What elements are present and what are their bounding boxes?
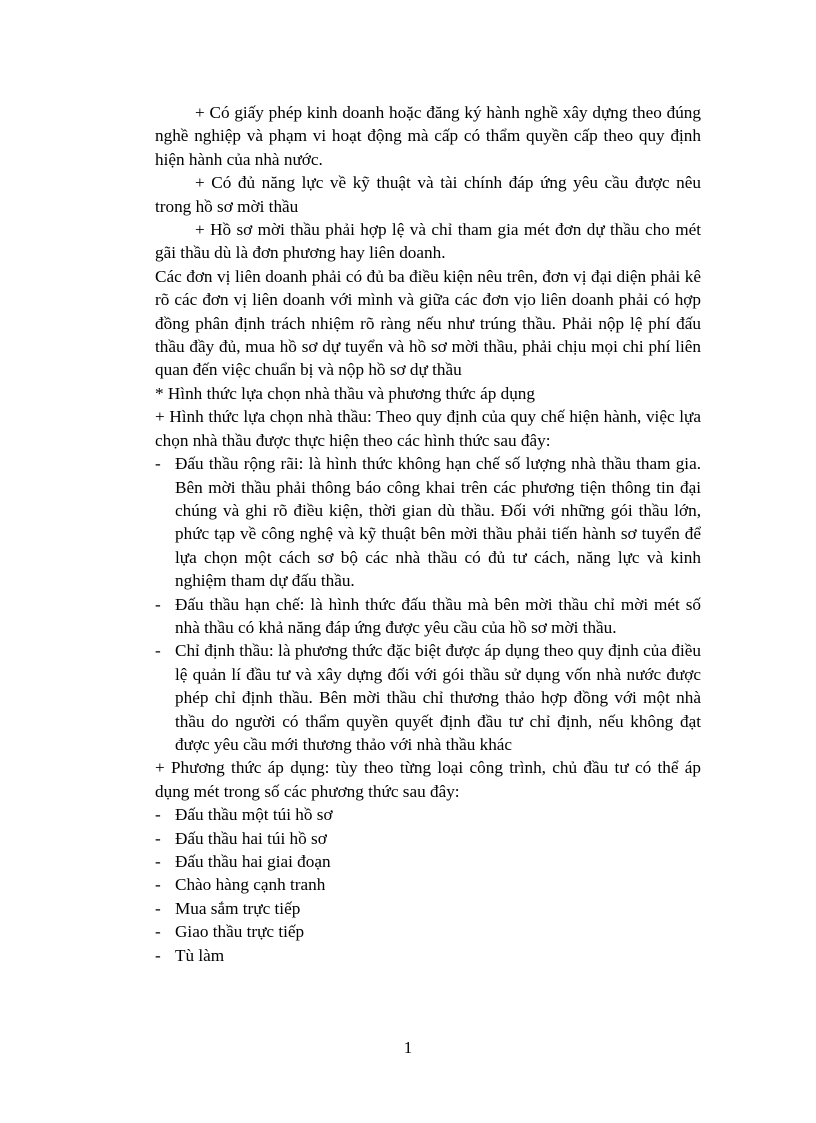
list-item [155,827,701,850]
list-item [155,897,701,920]
paragraph-joint-venture: Các đơn vị liên doanh phải có đủ ba điều kiện nêu trên, đơn vị đại diện phải kê rõ các đơn vị liên doanh với mình và giữa các đơn vịo liên doanh phải có hợp đồng phân định trách nhiệm rõ ràng nếu như trúng thầu. Phải nộp lệ phí đấu thầu đầy đủ, mua hồ sơ dự tuyển và hồ sơ mời thầu, phải chịu mọi chi phí liên quan đến việc chuẩn bị và nộp hồ sơ dự thầu [155,266,701,380]
list-item-text: Mua sắm trực tiếp [175,898,301,918]
bullet-dash: - [155,898,161,918]
bullet-dash: - [155,454,161,474]
list-item-text: Đấu thầu hai giai đoạn [175,852,331,871]
paragraph-license-requirement: + Có giấy phép kinh doanh hoặc đăng ký hành nghề xây dựng theo đúng nghề nghiệp và phạm vi hoạt động mà cấp có thẩm quyền cấp theo quy định hiện hành của nhà nước. [155,103,701,169]
list-item-text: Đấu thầu một túi hồ sơ [175,805,333,825]
list-item-text: Chỉ định thầu: là phương thức đặc biệt được áp dụng theo quy định của điều lệ quản lí đầu tư và xây dựng đối với gói thầu sử dụng vốn nhà nước được phép chỉ định thầu. Bên mời thầu chỉ thương thảo hợp đồng với một nhà thầu do người có thẩm quyền quyết định đầu tư chỉ định, nếu không đạt được yêu cầu mới thương thảo với nhà thầu khác [175,641,701,754]
list-item [155,920,701,943]
paragraph-forms-intro: + Hình thức lựa chọn nhà thầu: Theo quy định của quy chế hiện hành, việc lựa chọn nhà thầu được thực hiện theo các hình thức sau đây: [155,407,701,450]
bullet-dash: - [155,594,161,614]
list-item [155,639,701,756]
page-number: 1 [403,1038,413,1057]
list-item [155,593,701,640]
list-item-text: Đấu thầu rộng rãi: là hình thức không hạn chế số lượng nhà thầu tham gia. Bên mời thầu phải thông báo công khai trên các phương tiện thông tin đại chúng và ghi rõ điều kiện, thời gian dù thầu. Đối với những gói thầu lớn, phức tạp về công nghệ và kỹ thuật bên mời thầu phải tiến hành sơ tuyển để lựa chọn một cách sơ bộ các nhà thầu có đủ tư cách, năng lực và kinh nghiệm tham dự đấu thầu. [175,454,701,591]
list-item [155,452,701,592]
list-item [155,873,701,896]
list-item-text: Tù làm [175,945,225,965]
list-item-text: Đấu thầu hạn chế: là hình thức đấu thầu mà bên mời thầu chỉ mời mét số nhà thầu có khả năng đáp ứng được yêu cầu của hồ sơ mời thầu. [175,594,701,637]
bullet-dash: - [155,805,161,825]
list-item-text: Chào hàng cạnh tranh [175,875,326,895]
forms-list [155,452,701,756]
list-item [155,803,701,826]
bullet-dash: - [155,828,161,848]
bullet-dash: - [155,875,161,895]
bullet-dash: - [155,852,161,871]
paragraph-capacity-requirement: + Có đủ năng lực về kỹ thuật và tài chính đáp ứng yêu cầu được nêu trong hồ sơ mời thầu [155,173,701,216]
paragraph-bid-validity: + Hồ sơ mời thầu phải hợp lệ và chỉ tham gia mét đơn dự thầu cho mét gãi thầu dù là đơn phương hay liên doanh. [155,220,701,263]
document-body [155,101,701,967]
paragraph-methods-intro: + Phương thức áp dụng: tùy theo từng loại công trình, chủ đầu tư có thể áp dụng mét trong số các phương thức sau đây: [155,758,701,801]
bullet-dash: - [155,945,161,965]
section-heading-forms: * Hình thức lựa chọn nhà thầu và phương thức áp dụng [155,383,535,403]
list-item [155,944,701,967]
bullet-dash: - [155,641,161,661]
methods-list [155,803,701,967]
list-item [155,850,701,873]
list-item-text: Đấu thầu hai túi hồ sơ [175,828,327,848]
list-item-text: Giao thầu trực tiếp [175,922,305,942]
bullet-dash: - [155,922,161,942]
